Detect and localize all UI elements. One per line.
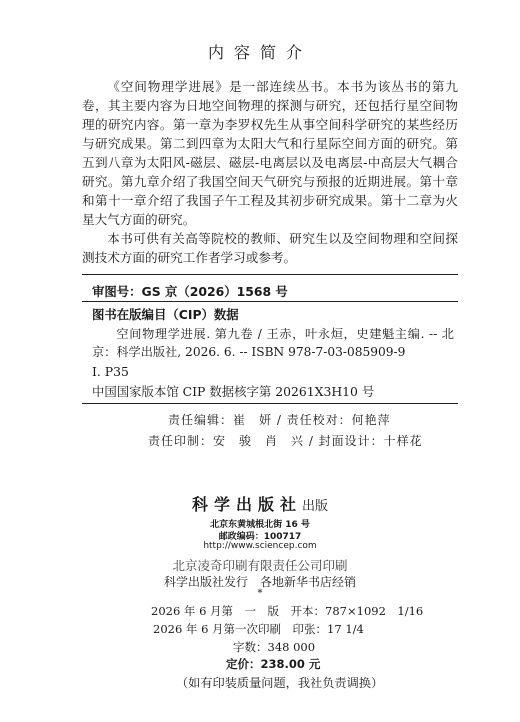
divider <box>82 403 458 404</box>
cip-classification: Ⅰ. P35 <box>92 364 129 379</box>
printer: 北京凌奇印刷有限责任公司印刷 <box>172 558 348 573</box>
word-count: 字数：348 000 <box>233 640 316 654</box>
cip-verification: 中国国家版本馆 CIP 数据核字第 20261X3H10 号 <box>92 384 375 399</box>
page-title: 内容简介 <box>207 43 312 62</box>
publisher-line <box>0 492 520 515</box>
edition-info: 2026 年 6 月第 一 版 开本：787×1092 1/16 <box>151 604 424 618</box>
summary-paragraph-1: 《空间物理学进展》是一部连续丛书。本书为该丛书的第九卷，其主要内容为日地空间物理的探测与研究，还包括行星空间物理的研究内容。第一章为李罗权先生从事空间科学研究的某些经历与研究成果。第二到四章为太阳大气和行星际空间方面的研究。第五到八章为太阳风-磁层、磁层-电离层以及电离层-中高层大气耦合研究。第九章介绍了我国空间天气研究与预报的近期进展。第十章和第十一章介绍了我国子午工程及其初步研究成果。第十二章为火星大气方面的研究。 <box>82 79 458 227</box>
quality-notice: （如有印装质量问题，我社负责调换） <box>176 676 384 690</box>
distribution: 科学出版社发行 各地新华书店经销 <box>163 575 356 589</box>
map-approval-number: 审图号：GS 京（2026）1568 号 <box>92 284 288 299</box>
publisher-address: 北京东黄城根北街 16 号 <box>210 520 310 530</box>
publisher-postcode: 邮政编码：100717 <box>218 532 302 542</box>
separator-star: * <box>257 588 263 599</box>
publisher-name: 科学出版社 <box>191 495 302 514</box>
publisher-website: http://www.sciencep.com <box>203 541 317 551</box>
credits-editors: 责任编辑：崔 妍 / 责任校对：何艳萍 <box>168 413 391 427</box>
printing-info: 2026 年 6 月第一次印刷 印张：17 1/4 <box>153 622 364 636</box>
cip-heading: 图书在版编目（CIP）数据 <box>92 307 239 322</box>
publisher-suffix: 出版 <box>302 499 329 514</box>
cip-entry: 空间物理学进展. 第九卷 / 王赤，叶永烜，史建魁主编. -- 北京：科学出版社, 2026. 6. -- ISBN 978-7-03-085909-9 <box>92 327 454 359</box>
price: 定价：238.00 元 <box>226 657 321 671</box>
divider <box>82 301 458 302</box>
summary-paragraph-2: 本书可供有关高等院校的教师、研究生以及空间物理和空间探测技术方面的研究工作者学习或参考。 <box>82 231 458 265</box>
credits-production: 责任印制：安 骏 肖 兴 / 封面设计：十样花 <box>148 434 423 448</box>
divider <box>82 274 458 275</box>
